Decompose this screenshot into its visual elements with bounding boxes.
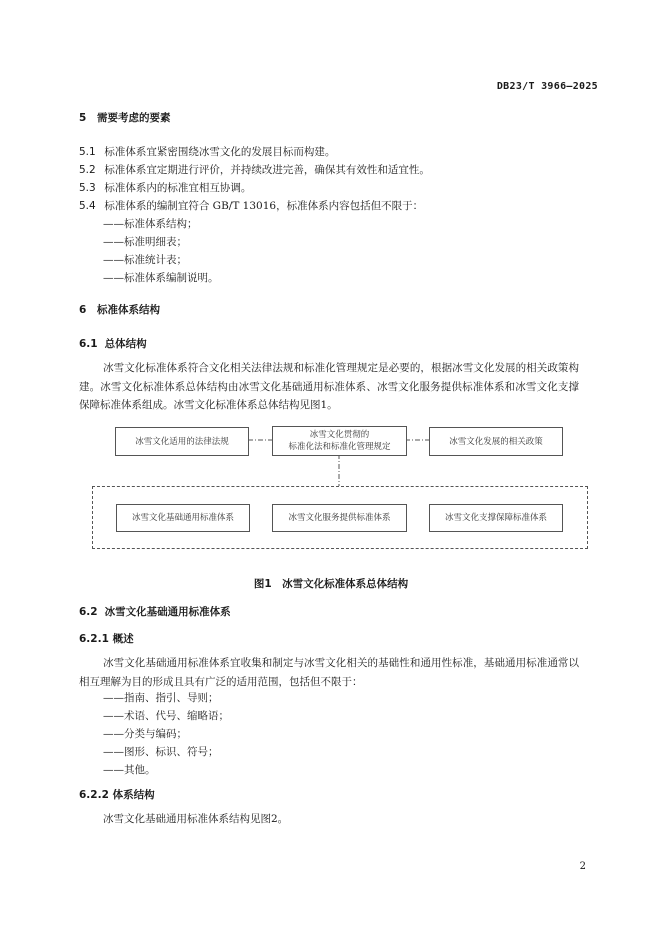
subsection-number: 6.1	[79, 338, 98, 350]
subsection-number: 6.2.1	[79, 633, 109, 645]
clause-text: 标准体系宜紧密围绕冰雪文化的发展目标而构建。	[104, 146, 336, 158]
paragraph-6-2-2: 冰雪文化基础通用标准体系结构见图2。	[103, 813, 289, 825]
subsection-number: 6.2.2	[79, 789, 109, 801]
box-label: 标准化法和标准化管理规定	[288, 442, 391, 452]
section-title: 需要考虑的要素	[97, 112, 171, 124]
clause-text: 标准体系的编制宜符合 GB/T 13016，标准体系内容包括但不限于：	[104, 200, 424, 212]
box-basic-general-system	[116, 504, 250, 532]
subsection-6-2-heading	[79, 604, 231, 619]
paragraph-6-2-1	[79, 654, 579, 691]
subsection-6-2-2-heading	[79, 787, 155, 802]
list-item: ——图形、标识、符号；	[103, 746, 219, 758]
document-id: DB23/T 3966—2025	[496, 81, 598, 92]
box-label: 冰雪文化贯彻的	[309, 430, 370, 440]
box-standardization-law	[272, 426, 407, 456]
subsection-6-2-1-heading	[79, 631, 134, 646]
subsection-title: 总体结构	[104, 338, 147, 350]
clause-number: 5.1	[79, 146, 96, 158]
list-item: ——标准统计表；	[103, 254, 187, 266]
box-service-provision-system	[272, 504, 407, 532]
box-label: 冰雪文化基础通用标准体系	[131, 513, 234, 523]
list-item: ——分类与编码；	[103, 728, 187, 740]
list-item: ——其他。	[103, 764, 156, 776]
box-label: 冰雪文化服务提供标准体系	[288, 513, 391, 523]
box-label: 冰雪文化适用的法律法规	[135, 436, 229, 447]
box-label: 冰雪文化支撑保障标准体系	[444, 513, 547, 523]
clause-text: 标准体系内的标准宜相互协调。	[104, 182, 252, 194]
clause-number: 5.4	[79, 200, 96, 212]
clause-number: 5.3	[79, 182, 96, 194]
list-item: ——标准明细表；	[103, 236, 187, 248]
clause-number: 5.2	[79, 164, 96, 176]
box-label: 冰雪文化发展的相关政策	[449, 436, 543, 447]
page-number: 2	[579, 861, 586, 872]
section-number: 6	[79, 304, 87, 316]
clause-text: 标准体系宜定期进行评价，并持续改进完善，确保其有效性和适宜性。	[104, 164, 430, 176]
subsection-title: 概述	[112, 633, 134, 645]
figure-1-caption: 图1 冰雪文化标准体系总体结构	[253, 578, 409, 590]
list-item: ——标准体系编制说明。	[103, 272, 219, 284]
subsection-title: 冰雪文化基础通用标准体系	[104, 606, 231, 618]
list-item: ——标准体系结构；	[103, 218, 198, 230]
list-item: ——术语、代号、缩略语；	[103, 710, 229, 722]
subsection-number: 6.2	[79, 606, 98, 618]
list-item: ——指南、指引、导则；	[103, 692, 219, 704]
box-support-guarantee-system	[429, 504, 563, 532]
section-number: 5	[79, 112, 87, 124]
subsection-title: 体系结构	[112, 789, 155, 801]
paragraph-text: 冰雪文化标准体系符合文化相关法律法规和标准化管理规定是必要的，根据冰雪文化发展的相关政策构建。冰雪文化标准体系总体结构由冰雪文化基础通用标准体系、冰雪文化服务提供标准体系和冰雪文化支撑保障标准体系组成。冰雪文化标准体系总体结构见图1。	[79, 362, 579, 411]
paragraph-text: 冰雪文化基础通用标准体系宜收集和制定与冰雪文化相关的基础性和通用性标准，基础通用标准通常以相互理解为目的形成且具有广泛的适用范围，包括但不限于：	[79, 657, 579, 688]
box-policies	[429, 427, 563, 456]
box-laws-regulations	[115, 427, 249, 456]
section-title: 标准体系结构	[97, 304, 160, 316]
